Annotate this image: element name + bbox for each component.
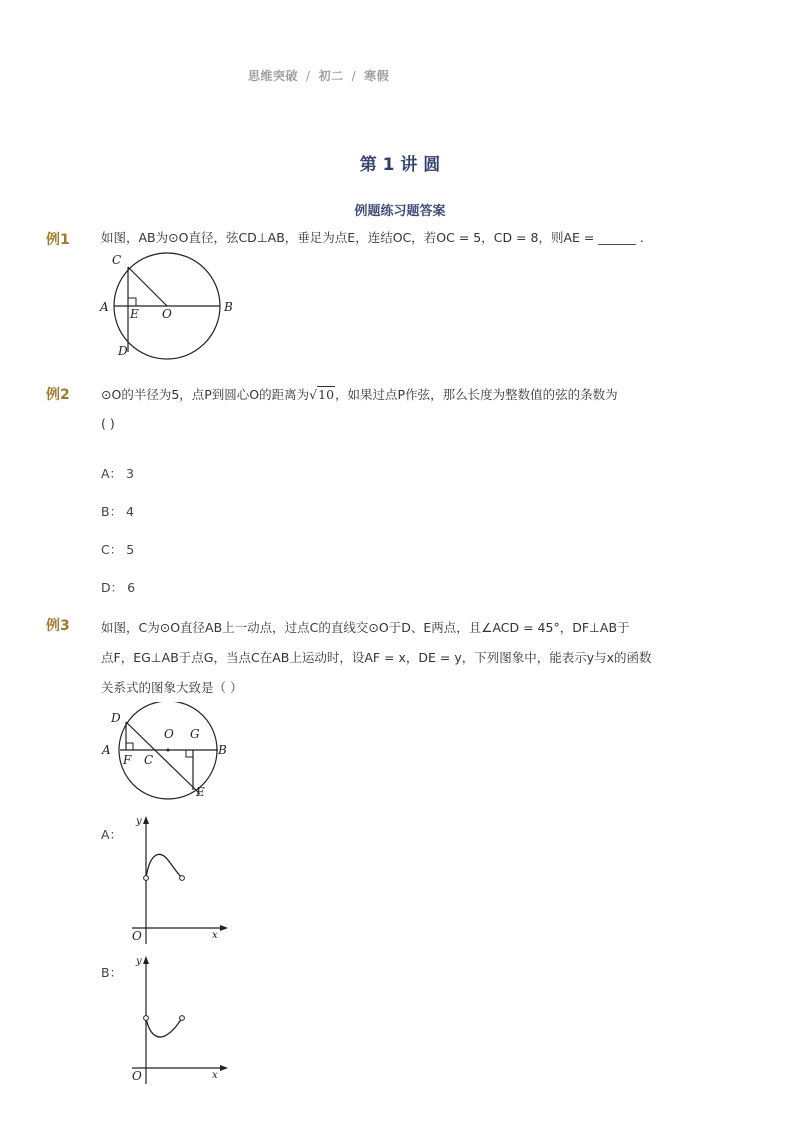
- point-d-label: D: [111, 711, 121, 725]
- example-1-figure: [96, 248, 246, 364]
- x-axis-arrow: [220, 925, 228, 931]
- example-1-question: 如图，AB为⊙O直径，弦CD⊥AB，垂足为点E，连结OC，若OC = 5，CD = 8，则AE = ______ .: [101, 230, 644, 245]
- example-1-label: 例1: [46, 232, 70, 248]
- y-axis-label: y: [136, 816, 142, 827]
- point-e-label: E: [196, 785, 205, 799]
- right-angle-mark-g: [186, 750, 193, 757]
- example-3-question-line1: 如图，C为⊙O直径AB上一动点，过点C的直线交⊙O于D、E两点，且∠ACD = 45°，DF⊥AB于: [101, 620, 630, 635]
- right-angle-mark: [128, 298, 136, 306]
- segment-oc: [128, 267, 167, 306]
- curve: [146, 1018, 182, 1037]
- header-term: 寒假: [364, 69, 390, 83]
- point-g-label: G: [190, 727, 200, 741]
- example-2-option-d[interactable]: D： 6: [101, 580, 136, 595]
- right-angle-mark-f: [126, 743, 133, 750]
- x-axis-label: x: [212, 930, 218, 941]
- example-3-option-a-label[interactable]: A：: [101, 827, 123, 842]
- point-c-label: C: [144, 753, 154, 767]
- point-a-label: A: [100, 300, 109, 314]
- point-a-label: A: [102, 743, 111, 757]
- open-endpoint-left: [144, 1016, 149, 1021]
- origin-label: O: [132, 929, 142, 943]
- point-b-label: B: [224, 300, 233, 314]
- example-2-answer-paren: ( ): [101, 416, 115, 431]
- open-endpoint-right: [180, 876, 185, 881]
- example-2-question: [101, 386, 618, 404]
- point-c-label: C: [112, 253, 122, 267]
- example-3-option-b-graph[interactable]: [124, 952, 234, 1088]
- example-2-option-a[interactable]: A： 3: [101, 466, 134, 481]
- open-endpoint-left: [144, 876, 149, 881]
- example-2-option-b[interactable]: B： 4: [101, 504, 135, 519]
- example-3-option-a-graph[interactable]: [124, 812, 234, 948]
- example-3-question-line2: 点F，EG⊥AB于点G，当点C在AB上运动时，设AF = x，DE = y，下列图象中，能表示y与x的函数: [101, 650, 652, 665]
- point-o-label: O: [162, 307, 172, 321]
- sqrt-expression: √10: [309, 387, 335, 402]
- example-3-question-line3: 关系式的图象大致是（ ）: [101, 680, 243, 695]
- example-3-option-b-label[interactable]: B：: [101, 965, 123, 980]
- y-axis-arrow: [143, 816, 149, 824]
- y-axis-label: y: [136, 956, 142, 967]
- x-axis-arrow: [220, 1065, 228, 1071]
- example-2-text-a: ⊙O的半径为5，点P到圆心O的距离为: [101, 387, 310, 402]
- page-subtitle: 例题练习题答案: [354, 204, 446, 219]
- header-separator: /: [306, 69, 311, 83]
- point-b-label: B: [218, 743, 227, 757]
- page-title: 第 1 讲 圆: [359, 155, 441, 175]
- origin-label: O: [132, 1069, 142, 1083]
- x-axis-label: x: [212, 1070, 218, 1081]
- header-course: 思维突破: [248, 69, 299, 83]
- sqrt-radicand: 10: [318, 387, 335, 402]
- line-de: [126, 722, 200, 794]
- example-2-text-b: ，如果过点P作弦，那么长度为整数值的弦的条数为: [335, 387, 618, 402]
- curve: [146, 854, 182, 878]
- point-o-label: O: [164, 727, 174, 741]
- point-e-label: E: [130, 307, 139, 321]
- header-separator: /: [351, 69, 357, 83]
- point-d-label: D: [118, 344, 128, 358]
- center-point: [167, 749, 170, 752]
- open-endpoint-right: [180, 1016, 185, 1021]
- header-grade: 初二: [318, 69, 344, 83]
- example-3-label: 例3: [46, 618, 70, 634]
- y-axis-arrow: [143, 956, 149, 964]
- example-3-figure: [96, 702, 236, 804]
- point-f-label: F: [123, 753, 132, 767]
- example-2-option-c[interactable]: C： 5: [101, 542, 135, 557]
- example-2-label: 例2: [46, 387, 70, 403]
- page-header: [248, 67, 389, 84]
